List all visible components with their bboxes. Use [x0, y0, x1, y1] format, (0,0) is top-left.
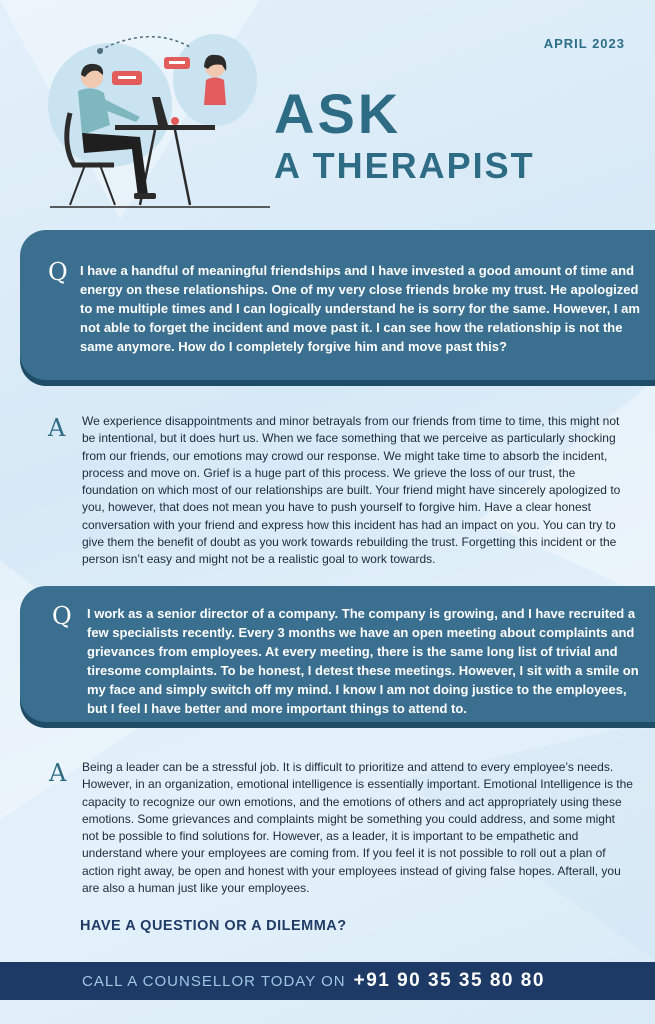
issue-date: APRIL 2023: [543, 36, 625, 51]
page-subtitle: A THERAPIST: [274, 145, 535, 186]
question-marker: Q: [52, 602, 72, 630]
question-box-2: [20, 586, 655, 722]
question-marker: Q: [48, 258, 68, 286]
phone-number[interactable]: +91 90 35 35 80 80: [353, 970, 545, 991]
answer-text-1: We experience disappointments and minor betrayals from our friends from time to time, this might not be intentional, but it does hurt us. When we face something that we perceive as particularly shocking from our friends, our emotions may crowd our response. We might take time to absorb the incident, process and move on. Grief is a huge part of this process. We grieve the loss of our trust, the foundation on which most of our relationships are built. Your friend might have sincerely apologized to you, however, that does not mean you have to push yourself to forgive him. Have a clear honest conversation with your friend and express how this incident has had an impact on you. You can try to give them the benefit of doubt as you work towards rebuilding the trust. Forgetting this incident or the person isn’t easy and might not be a realistic goal to work towards.: [82, 414, 621, 567]
therapist-call-illustration: [40, 25, 280, 215]
question-text-2: I work as a senior director of a company. The company is growing, and I have recruited a few specialists recently. Every 3 months we have an open meeting about complaints and grievances from employees. At every meeting, there is the same long list of trivial and tiresome complaints. To be honest, I detest these meetings. However, I sit with a smile on my face and simply switch off my mind. I know I am not doing justice to the employees, but I feel I have better and more important things to attend to.: [87, 606, 639, 716]
call-label: CALL A COUNSELLOR TODAY ON: [82, 972, 346, 990]
cta-heading: HAVE A QUESTION OR A DILEMMA?: [80, 918, 347, 934]
question-text-1: I have a handful of meaningful friendships and I have invested a good amount of time and energy on these relationships. One of my very close friends broke my trust. He apologized to me multiple times and I can logically understand he is sorry for the same. However, I am not able to forget the incident and move past it. I can see how the relationship is not the same anymore. How do I completely forgive him and move past this?: [80, 263, 640, 354]
answer-marker: A: [48, 414, 66, 442]
page-title: ASK: [274, 82, 402, 145]
contact-footer: [0, 962, 655, 1000]
question-box-1: [20, 230, 655, 380]
answer-text-2: Being a leader can be a stressful job. It is difficult to prioritize and attend to every employee’s needs. However, in an organization, emotional intelligence is essentially important. Emotional Intelligence is the capacity to recognize our own emotions, and the emotions of others and act appropriately using these emotions. Some grievances and complaints might be something you could address, and some might not be possible to find solutions for. However, as a leader, it is important to be empathetic and understand where your employees are coming from. If you feel it is not possible to roll out a plan of action right away, be open and honest with your employees instead of giving false hopes. Afterall, you are also a human just like your employees.: [82, 760, 633, 896]
answer-marker: A: [49, 759, 67, 787]
